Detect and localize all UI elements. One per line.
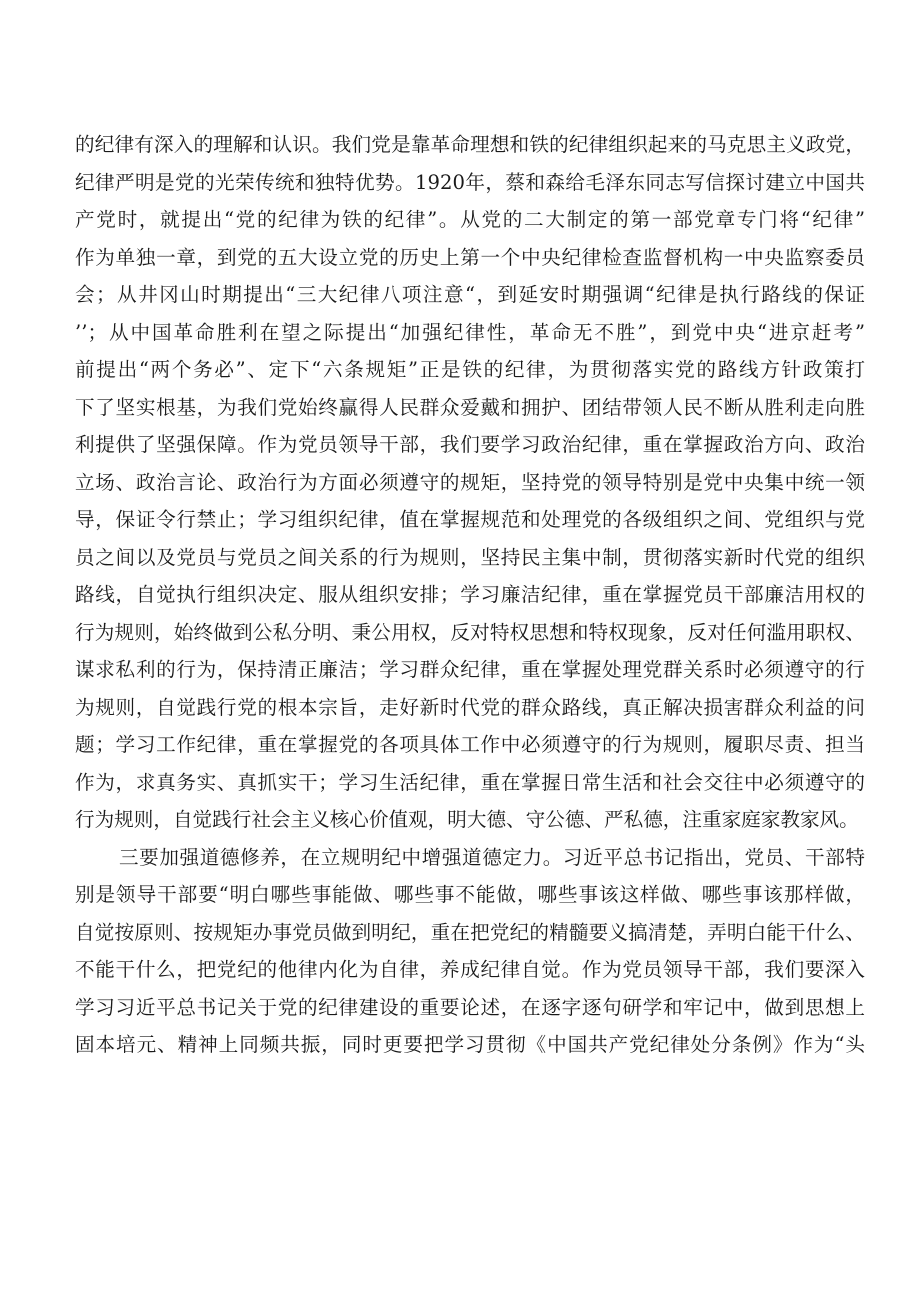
text-line: 不能干什么，把党纪的他律内化为自律，养成纪律自觉。作为党员领导干部，我们要深入	[75, 958, 865, 981]
text-line: 作为单独一章，到党的五大设立党的历史上第一个中央纪律检查监督机构一中央监察委员	[75, 245, 865, 269]
text-line: 题；学习工作纪律，重在掌握党的各项具体工作中必须遵守的行为规则，履职尽责、担当	[75, 733, 865, 756]
text-line: 产党时，就提出“党的纪律为铁的纪律”。从党的二大制定的第一部党章专门将“纪律”	[75, 208, 865, 231]
text-line: 别是领导干部要“明白哪些事能做、哪些事不能做，哪些事该这样做、哪些事该那样做，	[75, 883, 865, 906]
text-line: 自觉按原则、按规矩办事党员做到明纪，重在把党纪的精髓要义搞清楚，弄明白能干什么、	[75, 920, 865, 944]
text-line: 固本培元、精神上同频共振，同时更要把学习贯彻《中国共产党纪律处分条例》作为“头	[75, 1033, 865, 1056]
text-line: 路线，自觉执行组织决定、服从组织安排；学习廉洁纪律，重在掌握党员干部廉洁用权的	[75, 583, 865, 606]
text-line: 立场、政治言论、政治行为方面必须遵守的规矩，坚持党的领导特别是党中央集中统一领	[75, 470, 865, 494]
text-line: 员之间以及党员与党员之间关系的行为规则，坚持民主集中制，贯彻落实新时代党的组织	[75, 545, 865, 569]
text-line: 下了坚实根基，为我们党始终赢得人民群众爱戴和拥护、团结带领人民不断从胜利走向胜	[75, 395, 865, 419]
text-line: 导，保证令行禁止；学习组织纪律，值在掌握规范和处理党的各级组织之间、党组织与党	[75, 508, 865, 531]
paragraph-end-line: 行为规则，自觉践行社会主义核心价值观，明大德、守公德、严私德，注重家庭家教家风。	[75, 808, 859, 831]
text-line: 前提出“两个务必”、定下“六条规矩”正是铁的纪律，为贯彻落实党的路线方针政策打	[75, 358, 865, 381]
text-line: 行为规则，始终做到公私分明、秉公用权，反对特权思想和特权现象，反对任何滥用职权、	[75, 620, 865, 644]
text-line: ’’；从中国革命胜利在望之际提出“加强纪律性，革命无不胜”，到党中央“进京赶考”	[75, 320, 865, 344]
text-line: 会；从井冈山时期提出“三大纪律八项注意“，到延安时期强调“纪律是执行路线的保证	[75, 283, 865, 306]
text-line: 利提供了坚强保障。作为党员领导干部，我们要学习政治纪律，重在掌握政治方向、政治	[75, 433, 865, 456]
text-line: 谋求私利的行为，保持清正廉洁；学习群众纪律，重在掌握处理党群关系时必须遵守的行	[75, 658, 865, 681]
text-line: 的纪律有深入的理解和认识。我们党是靠革命理想和铁的纪律组织起来的马克思主义政党，	[75, 133, 865, 156]
text-line: 作为，求真务实、真抓实干；学习生活纪律，重在掌握日常生活和社会交往中必须遵守的	[75, 770, 865, 794]
body-text	[75, 126, 865, 1064]
text-line: 为规则，自觉践行党的根本宗旨，走好新时代党的群众路线，真正解决损害群众利益的问	[75, 695, 865, 719]
text-line: 纪律严明是党的光荣传统和独特优势。1920年，蔡和森给毛泽东同志写信探讨建立中国共	[75, 170, 865, 194]
paragraph-start-line: 三要加强道德修养，在立规明纪中增强道德定力。习近平总书记指出，党员、干部特	[119, 845, 865, 869]
text-line: 学习习近平总书记关于党的纪律建设的重要论述，在逐字逐句研学和牢记中，做到思想上	[75, 995, 865, 1019]
